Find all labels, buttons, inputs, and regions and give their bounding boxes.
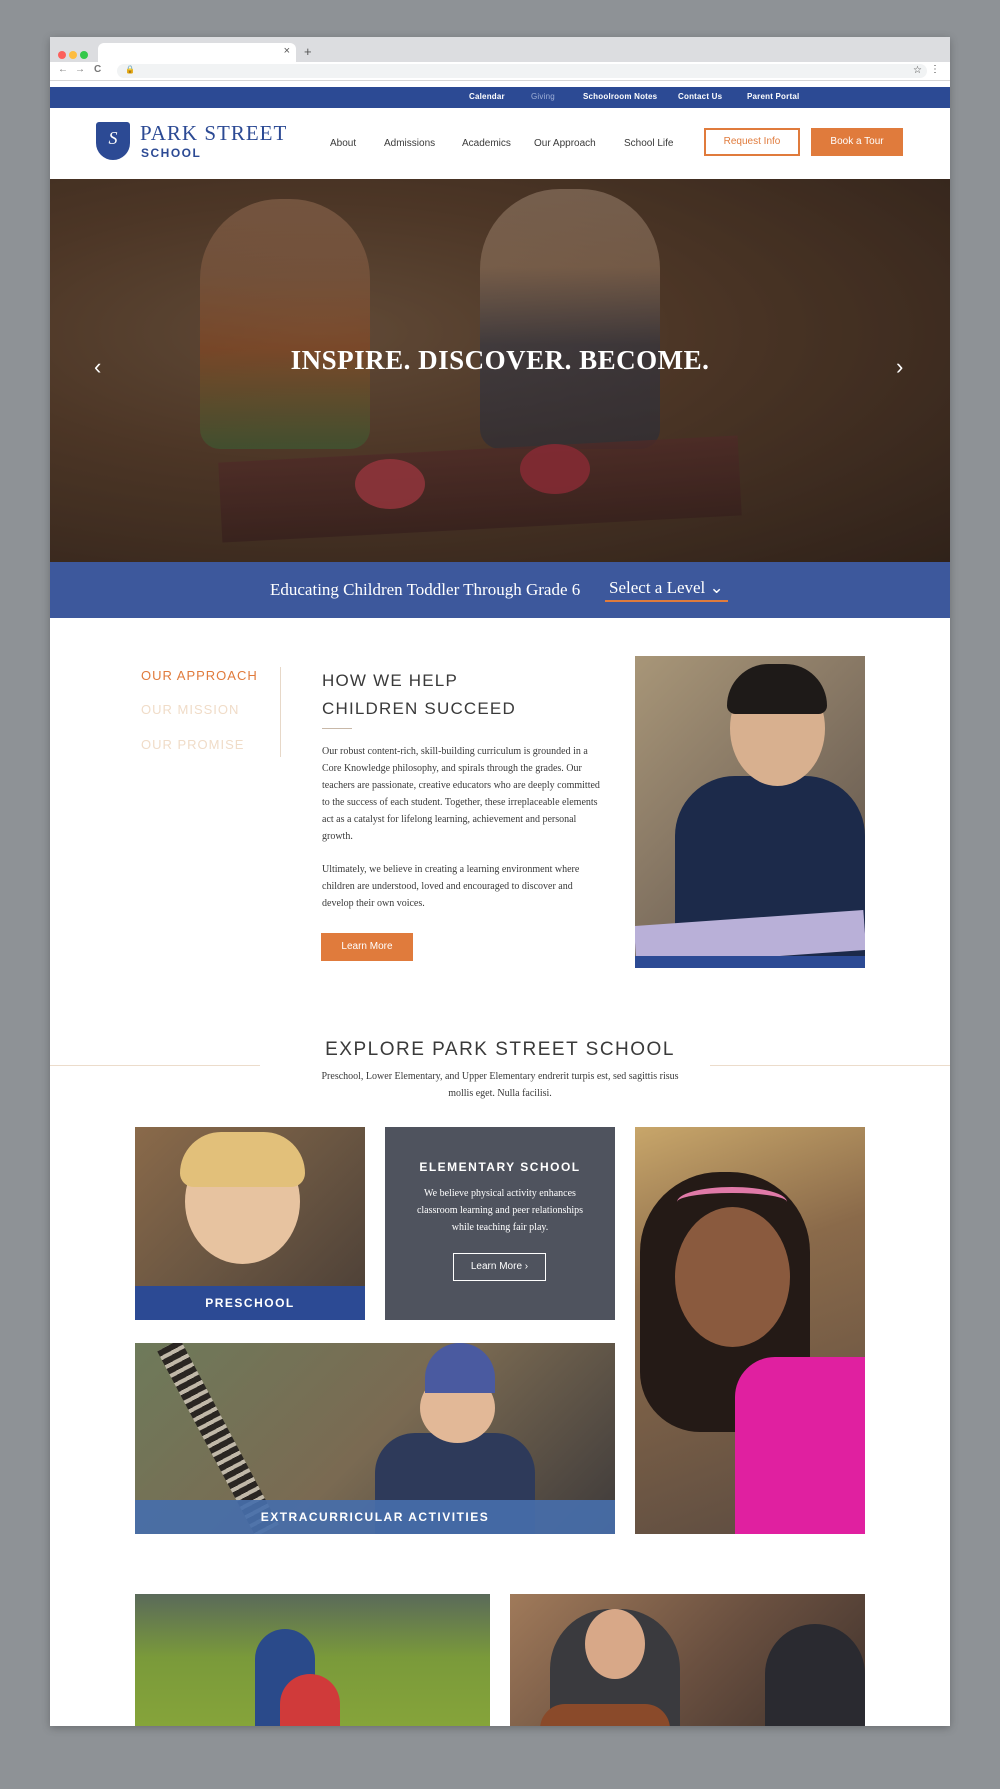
utility-nav bbox=[50, 87, 950, 108]
level-band-text: Educating Children Toddler Through Grade 6 bbox=[270, 580, 581, 599]
lock-icon: 🔒 bbox=[125, 65, 135, 74]
extracurricular-photo-hat bbox=[425, 1343, 495, 1393]
approach-heading-line2: CHILDREN SUCCEED bbox=[322, 699, 516, 718]
hero-carousel bbox=[50, 179, 950, 562]
side-nav-divider bbox=[280, 667, 281, 757]
elementary-text: We believe physical activity enhances classroom learning and peer relationships while teaching fair play. bbox=[416, 1188, 584, 1233]
back-icon[interactable]: ← bbox=[58, 64, 68, 75]
approach-paragraph-1: Our robust content-rich, skill-building curriculum is grounded in a Core Knowledge philosophy, and spirals through the grades. Our teachers are passionate, creative educators who are deeply committed to the success of each student. Together, these irreplaceable elements act as a catalyst for lifelong learning, achievement and personal growth. bbox=[322, 746, 600, 842]
side-nav-our-promise[interactable]: OUR PROMISE bbox=[141, 737, 245, 752]
nav-school-life[interactable]: School Life bbox=[624, 138, 674, 149]
utility-link-giving[interactable]: Giving bbox=[531, 92, 555, 101]
explore-decor-line-left bbox=[50, 1065, 260, 1066]
preschool-label[interactable]: PRESCHOOL bbox=[135, 1286, 365, 1320]
girl-photo-shirt bbox=[735, 1357, 865, 1534]
level-select-band bbox=[50, 562, 950, 618]
close-window-dot[interactable] bbox=[58, 51, 66, 59]
hero-title: INSPIRE. DISCOVER. BECOME. bbox=[290, 345, 710, 375]
heading-rule bbox=[322, 728, 352, 729]
tile-preschool[interactable] bbox=[135, 1127, 365, 1320]
approach-photo-boy-hair bbox=[727, 664, 827, 714]
new-tab-icon[interactable]: + bbox=[304, 44, 312, 59]
side-nav-our-mission[interactable]: OUR MISSION bbox=[141, 702, 240, 717]
url-field[interactable] bbox=[117, 64, 927, 78]
explore-subtitle: Preschool, Lower Elementary, and Upper Elementary endrerit turpis est, sed sagittis risus mollis eget. Nulla facilisi. bbox=[321, 1071, 679, 1099]
address-bar bbox=[50, 62, 950, 81]
tab-bar bbox=[50, 37, 950, 62]
tile-football-photo[interactable] bbox=[135, 1594, 490, 1726]
book-tour-button[interactable]: Book a Tour bbox=[811, 128, 903, 156]
elementary-learn-more-button[interactable]: Learn More › bbox=[453, 1253, 546, 1281]
nav-about[interactable]: About bbox=[330, 138, 357, 149]
tile-elementary-school bbox=[385, 1127, 615, 1320]
brand-subname[interactable]: SCHOOL bbox=[141, 146, 202, 160]
minimize-window-dot[interactable] bbox=[69, 51, 77, 59]
reload-icon[interactable]: C bbox=[94, 64, 102, 75]
tile-extracurricular[interactable] bbox=[135, 1343, 615, 1534]
school-crest-logo[interactable] bbox=[96, 122, 130, 160]
carousel-next-icon[interactable]: › bbox=[896, 354, 904, 379]
utility-link-contact-us[interactable]: Contact Us bbox=[678, 92, 723, 101]
close-tab-icon[interactable]: × bbox=[283, 45, 290, 57]
photo-accent-band bbox=[635, 956, 865, 968]
carousel-prev-icon[interactable]: ‹ bbox=[94, 354, 102, 379]
nav-academics[interactable]: Academics bbox=[462, 138, 511, 149]
approach-heading-line1: HOW WE HELP bbox=[322, 671, 458, 690]
browser-tab[interactable] bbox=[98, 43, 296, 62]
football-photo-child bbox=[280, 1674, 340, 1726]
utility-link-calendar[interactable]: Calendar bbox=[469, 92, 505, 101]
level-select-dropdown[interactable]: Select a Level ⌄ bbox=[605, 578, 728, 602]
utility-link-schoolroom-notes[interactable]: Schoolroom Notes bbox=[583, 92, 658, 101]
approach-paragraph-2: Ultimately, we believe in creating a learning environment where children are understood, loved and encouraged to discover and develop their own voices. bbox=[322, 864, 580, 909]
brand-name[interactable]: PARK STREET bbox=[140, 121, 288, 145]
approach-photo-boy bbox=[635, 656, 865, 968]
utility-link-parent-portal[interactable]: Parent Portal bbox=[747, 92, 800, 101]
tile-girl-photo bbox=[635, 1127, 865, 1534]
explore-title: EXPLORE PARK STREET SCHOOL bbox=[325, 1039, 675, 1060]
forward-icon[interactable]: → bbox=[75, 64, 85, 75]
preschool-photo-hair bbox=[180, 1132, 305, 1187]
girl-photo-face bbox=[675, 1207, 790, 1347]
approach-heading bbox=[322, 667, 602, 723]
site-header bbox=[50, 108, 950, 179]
nav-admissions[interactable]: Admissions bbox=[384, 138, 436, 149]
bookmark-star-icon[interactable]: ☆ bbox=[913, 65, 922, 76]
music-photo-student bbox=[765, 1624, 865, 1726]
guitar bbox=[540, 1704, 670, 1726]
request-info-button[interactable]: Request Info bbox=[704, 128, 800, 156]
tile-music-photo[interactable] bbox=[510, 1594, 865, 1726]
browser-menu-icon[interactable]: ⋮ bbox=[930, 64, 940, 75]
elementary-title: ELEMENTARY SCHOOL bbox=[419, 1160, 581, 1174]
side-nav-our-approach[interactable]: OUR APPROACH bbox=[141, 668, 258, 683]
extracurricular-label[interactable]: EXTRACURRICULAR ACTIVITIES bbox=[135, 1500, 615, 1534]
explore-decor-line-right bbox=[710, 1065, 950, 1066]
approach-learn-more-button[interactable]: Learn More bbox=[321, 933, 413, 961]
browser-window bbox=[50, 37, 950, 1726]
maximize-window-dot[interactable] bbox=[80, 51, 88, 59]
girl-photo-headband bbox=[677, 1187, 787, 1217]
music-photo-teacher-face bbox=[585, 1609, 645, 1679]
nav-our-approach[interactable]: Our Approach bbox=[534, 138, 596, 149]
